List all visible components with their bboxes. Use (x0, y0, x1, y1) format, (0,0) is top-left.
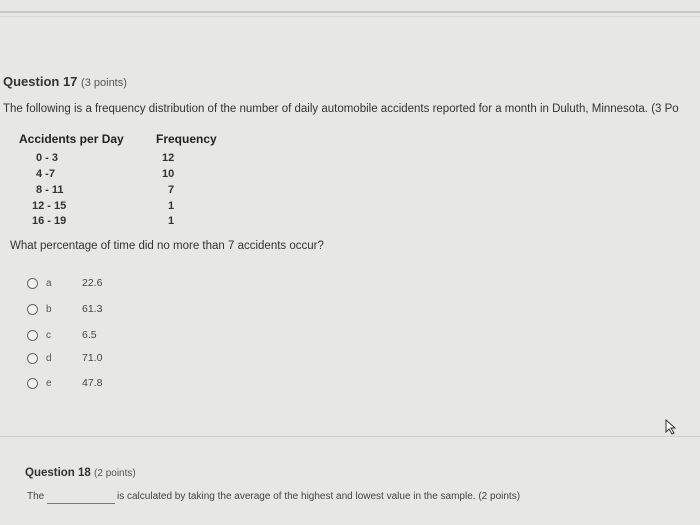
question-17-header (3, 74, 127, 89)
option-value: 6.5 (82, 329, 97, 341)
fill-in-blank[interactable] (47, 503, 115, 504)
table-cell-frequency: 12 (162, 152, 175, 164)
option-d[interactable] (27, 350, 103, 366)
table-cell-frequency: 1 (168, 200, 175, 212)
option-letter: d (46, 352, 52, 364)
sub-question-text: What percentage of time did no more than 7 accidents occur? (10, 240, 324, 252)
question-18-prefix: The (27, 491, 45, 502)
table-cell-frequency: 7 (168, 184, 175, 196)
question-18-header (25, 467, 136, 479)
option-e[interactable] (27, 375, 103, 391)
table-cell-range: 8 - 11 (36, 184, 64, 196)
option-letter: a (46, 277, 52, 289)
table-cell-range: 16 - 19 (32, 215, 67, 227)
mouse-pointer-icon (664, 419, 678, 435)
radio-button[interactable] (27, 353, 38, 364)
option-a[interactable] (27, 275, 103, 291)
radio-button[interactable] (27, 278, 38, 289)
option-value: 22.6 (82, 277, 103, 289)
option-b[interactable] (27, 301, 103, 317)
option-letter: e (46, 377, 52, 389)
table-header-frequency: Frequency (156, 132, 217, 146)
radio-button[interactable] (27, 304, 38, 315)
table-cell-range: 4 -7 (36, 168, 55, 180)
table-cell-range: 0 - 3 (36, 152, 59, 164)
table-cell-range: 12 - 15 (32, 200, 67, 212)
question-divider (0, 436, 700, 437)
table-cell-frequency: 1 (168, 215, 175, 227)
option-letter: b (46, 303, 52, 315)
top-border-secondary (0, 16, 700, 17)
question-points: (2 points) (94, 468, 136, 479)
question-17-text: The following is a frequency distribution of the number of daily automobile accidents reported for a month in Duluth, Minnesota. (3 Po (3, 103, 679, 115)
radio-button[interactable] (27, 330, 38, 341)
question-points: (3 points) (81, 77, 127, 89)
option-value: 61.3 (82, 303, 103, 315)
option-letter: c (46, 329, 51, 341)
question-title: Question 18 (25, 467, 91, 479)
top-border (0, 11, 700, 13)
question-18-suffix: is calculated by taking the average of the highest and lowest value in the sample. (2 points) (117, 491, 521, 502)
table-cell-frequency: 10 (162, 168, 175, 180)
table-header-accidents: Accidents per Day (19, 132, 124, 146)
question-title: Question 17 (3, 74, 78, 89)
option-value: 47.8 (82, 377, 103, 389)
radio-button[interactable] (27, 378, 38, 389)
option-value: 71.0 (82, 352, 103, 364)
option-c[interactable] (27, 327, 97, 343)
